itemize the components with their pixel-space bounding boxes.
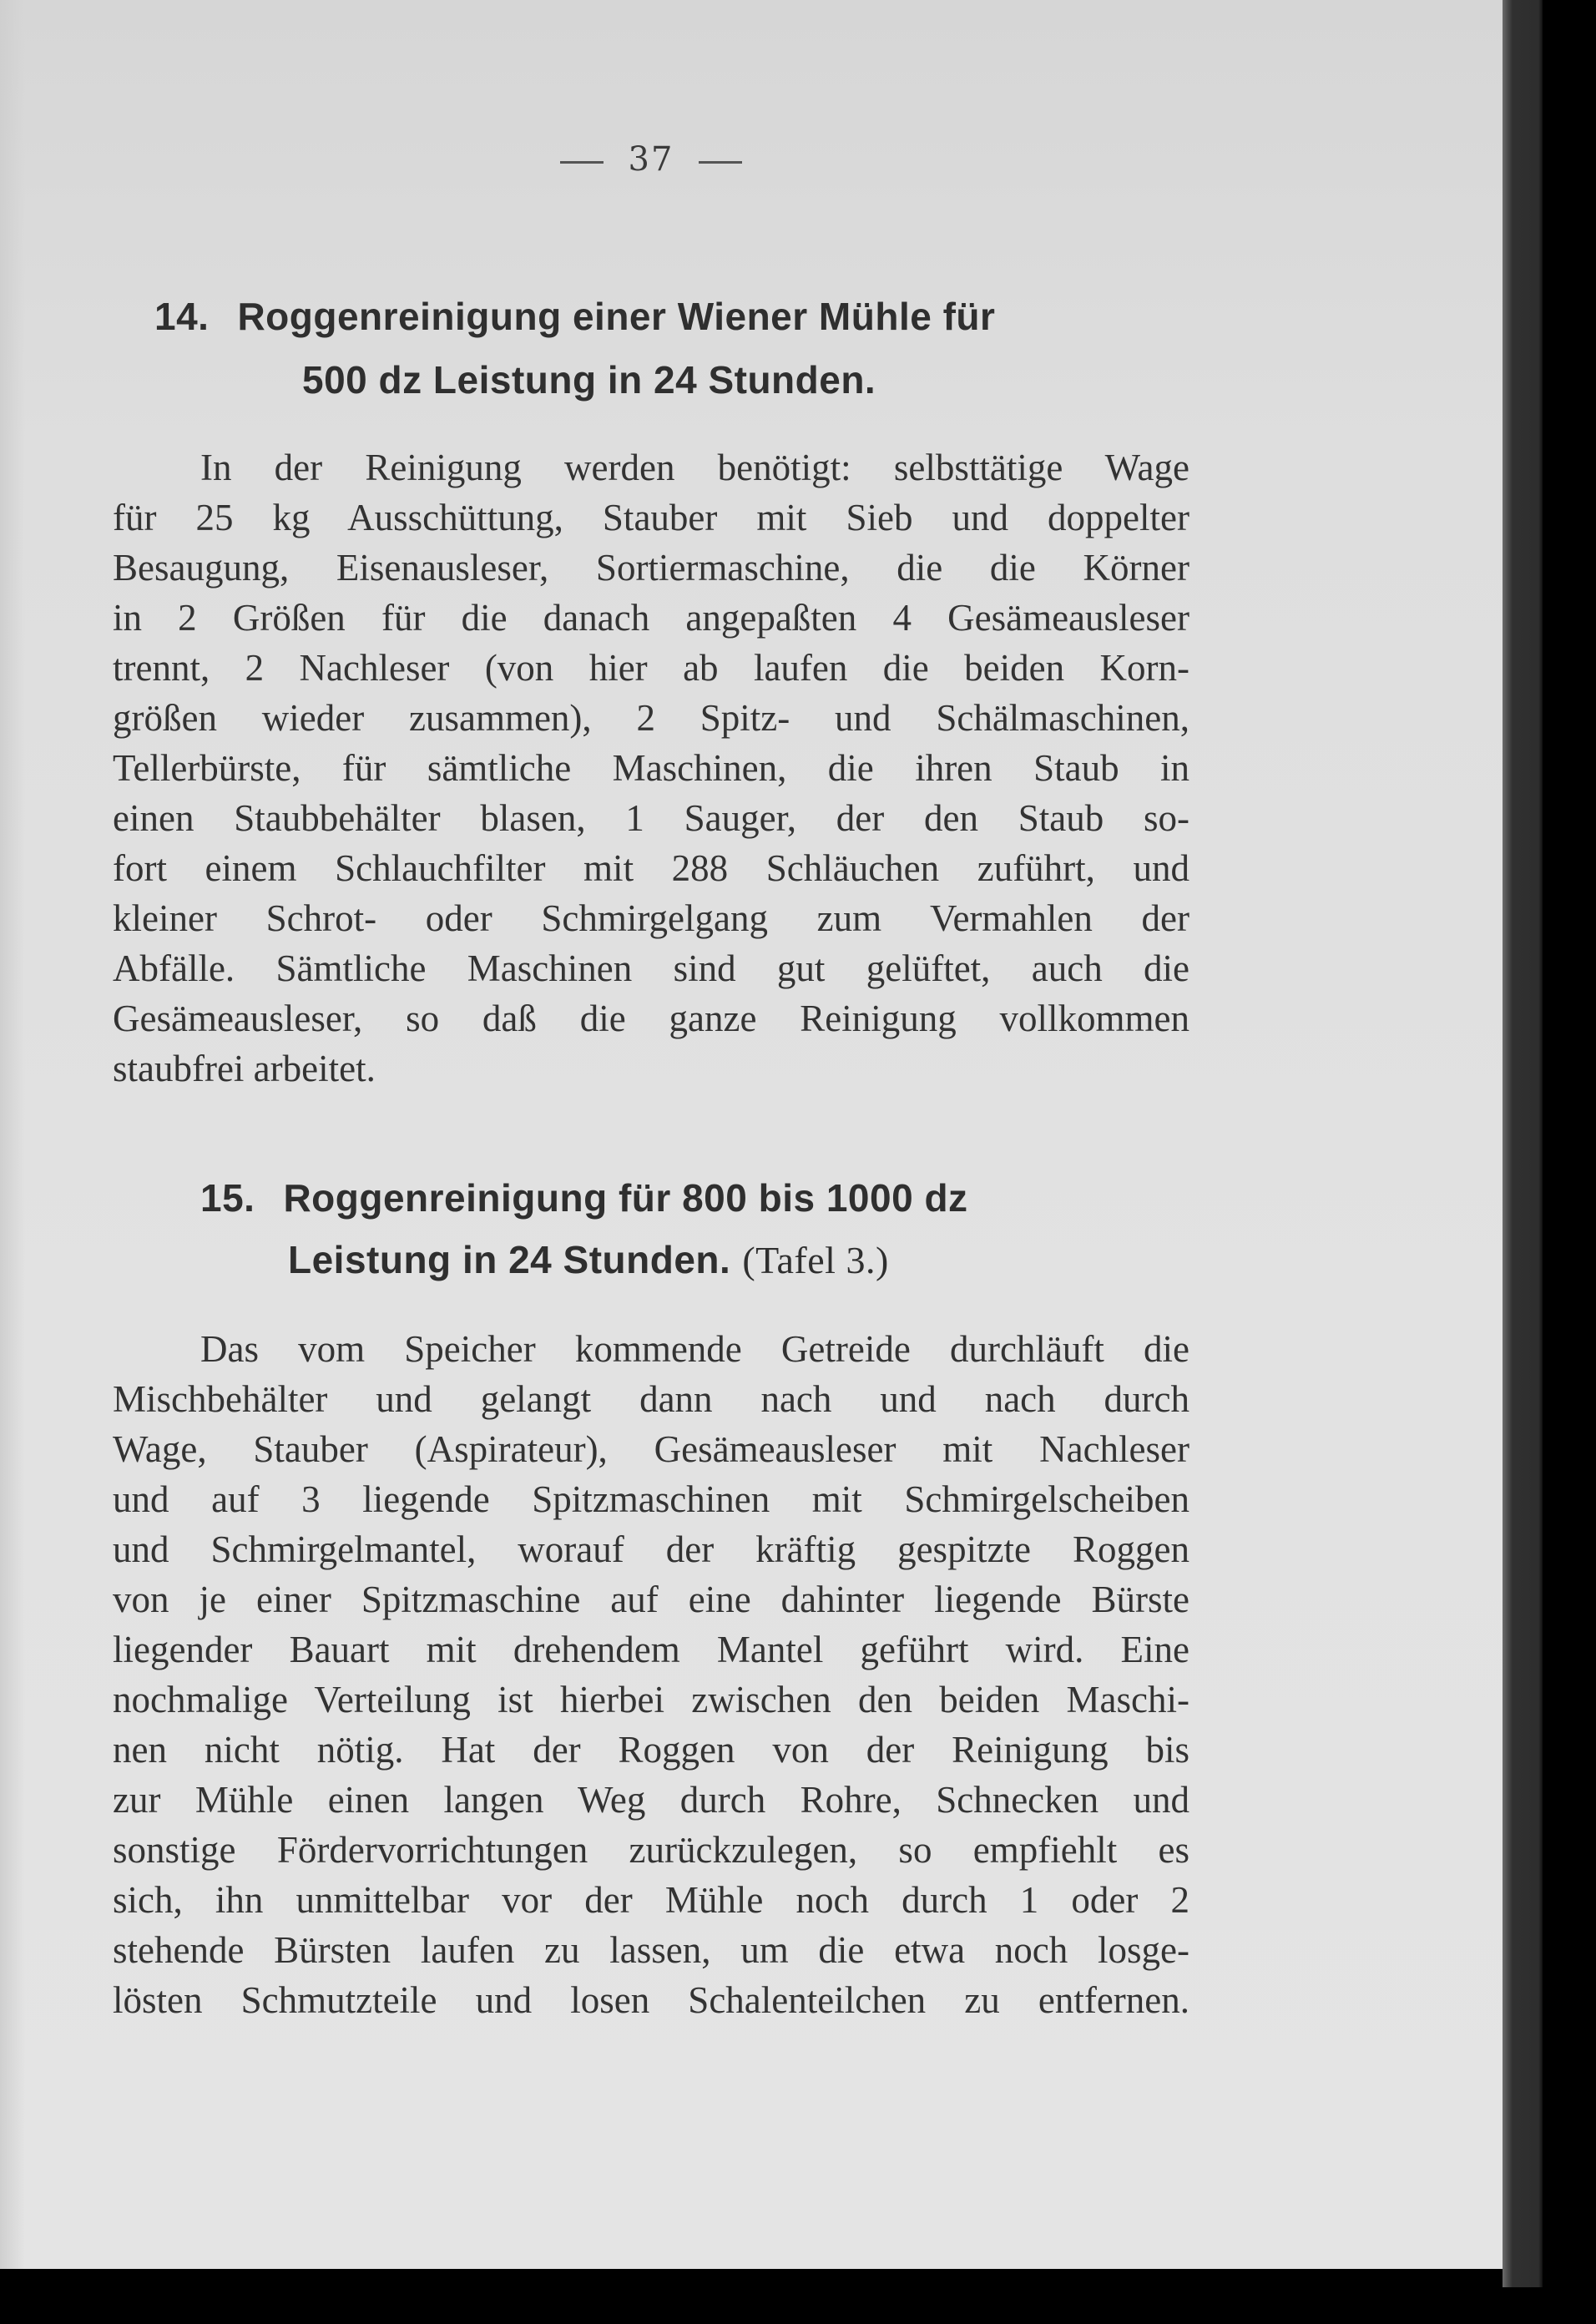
section-14-paragraph xyxy=(113,442,1189,1094)
text-line: In der Reinigung werden benötigt: selbsttätige Wage xyxy=(200,447,1189,488)
text-line: Abfälle. Sämtliche Maschinen sind gut gelüftet, auch die xyxy=(113,947,1189,989)
text-line: lösten Schmutzteile und losen Schalenteilchen zu entfernen. xyxy=(113,1979,1189,2021)
text-line: für 25 kg Ausschüttung, Stauber mit Sieb und doppelter xyxy=(113,497,1189,538)
text-line: nen nicht nötig. Hat der Roggen von der Reinigung bis xyxy=(113,1729,1189,1771)
text-line: sich, ihn unmittelbar vor der Mühle noch durch 1 oder 2 xyxy=(113,1879,1189,1921)
text-line: Gesämeausleser, so daß die ganze Reinigung vollkommen xyxy=(113,998,1189,1039)
section-number: 14. xyxy=(154,295,210,338)
text-line: Mischbehälter und gelangt dann nach und nach durch xyxy=(113,1378,1189,1420)
plate-reference: (Tafel 3.) xyxy=(742,1239,889,1281)
text-line: Tellerbürste, für sämtliche Maschinen, die ihren Staub in xyxy=(113,747,1189,789)
text-line: und Schmirgelmantel, worauf der kräftig gespitzte Roggen xyxy=(113,1528,1189,1570)
text-line: Wage, Stauber (Aspirateur), Gesämeausleser mit Nachleser xyxy=(113,1428,1189,1470)
section-title-continued: Leistung in 24 Stunden. xyxy=(288,1238,731,1281)
text-line: zur Mühle einen langen Weg durch Rohre, Schnecken und xyxy=(113,1779,1189,1821)
text-line: liegender Bauart mit drehendem Mantel geführt wird. Eine xyxy=(113,1629,1189,1670)
text-line: in 2 Größen für die danach angepaßten 4 Gesämeausleser xyxy=(113,597,1189,639)
book-edge-shadow xyxy=(1503,0,1543,2287)
text-line: und auf 3 liegende Spitzmaschinen mit Schmirgelscheiben xyxy=(113,1478,1189,1520)
text-line: nochmalige Verteilung ist hierbei zwischen den beiden Maschi- xyxy=(113,1679,1189,1720)
text-line: von je einer Spitzmaschine auf eine dahinter liegende Bürste xyxy=(113,1579,1189,1620)
text-line: größen wieder zusammen), 2 Spitz- und Schälmaschinen, xyxy=(113,697,1189,739)
text-line: Das vom Speicher kommende Getreide durchläuft die xyxy=(200,1328,1189,1370)
section-15-paragraph xyxy=(113,1324,1189,2025)
section-heading-15-line1 xyxy=(200,1175,968,1220)
text-line: staubfrei arbeitet. xyxy=(113,1048,376,1089)
text-line: einen Staubbehälter blasen, 1 Sauger, der den Staub so- xyxy=(113,797,1189,839)
page-number xyxy=(0,140,1302,179)
section-heading-14-line2 xyxy=(302,357,876,402)
page-number-value: 37 xyxy=(628,140,674,179)
section-title: Roggenreinigung für 800 bis 1000 dz xyxy=(283,1176,968,1220)
page-number-dash-right xyxy=(699,161,742,164)
section-title: Roggenreinigung einer Wiener Mühle für xyxy=(237,295,996,338)
text-line: Besaugung, Eisenausleser, Sortiermaschine, die die Körner xyxy=(113,547,1189,589)
section-heading-15-line2 xyxy=(288,1237,889,1282)
text-line: trennt, 2 Nachleser (von hier ab laufen die beiden Korn- xyxy=(113,647,1189,689)
text-line: sonstige Fördervorrichtungen zurückzulegen, so empfiehlt es xyxy=(113,1829,1189,1871)
section-title-continued: 500 dz Leistung in 24 Stunden. xyxy=(302,358,876,402)
page-gutter-shadow xyxy=(0,0,25,2269)
section-heading-14-line1 xyxy=(154,294,995,339)
text-line: stehende Bürsten laufen zu lassen, um die etwa noch losge- xyxy=(113,1929,1189,1971)
page-number-dash-left xyxy=(560,161,604,164)
text-line: fort einem Schlauchfilter mit 288 Schläuchen zuführt, und xyxy=(113,847,1189,889)
text-line: kleiner Schrot- oder Schmirgelgang zum Vermahlen der xyxy=(113,897,1189,939)
section-number: 15. xyxy=(200,1176,255,1220)
